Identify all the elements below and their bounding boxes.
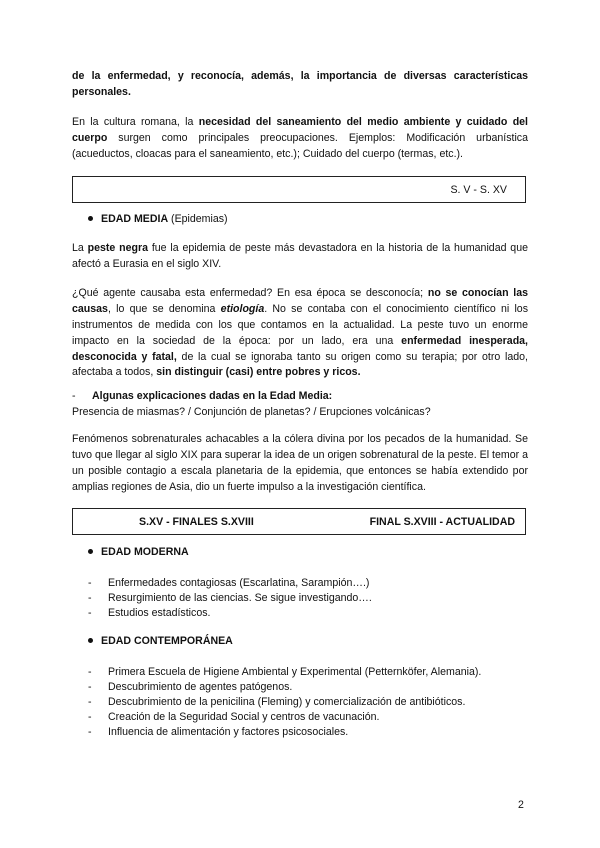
bullet-icon <box>88 549 93 554</box>
item-text: Creación de la Seguridad Social y centros de vacunación. <box>108 711 380 723</box>
list-item <box>88 725 528 740</box>
list-edad-moderna <box>88 576 528 621</box>
section-heading-edad-moderna <box>88 545 189 561</box>
dash: - <box>88 711 92 723</box>
list-item <box>88 606 528 621</box>
heading-title: EDAD CONTEMPORÁNEA <box>101 635 233 647</box>
text: , lo que se denomina <box>107 302 221 315</box>
text: En la cultura romana, la <box>72 116 199 128</box>
item-text: Primera Escuela de Higiene Ambiental y Experimental (Petternköfer, Alemania). <box>108 666 482 678</box>
dash: - <box>88 592 92 604</box>
bold-text: peste negra <box>87 242 148 254</box>
item-text: Resurgimiento de las ciencias. Se sigue investigando…. <box>108 592 372 604</box>
text: Fenómenos sobrenaturales achacables a la cólera divina por los pecados de la humanidad. Se tuvo que llegar al siglo XIX para superar la idea de un origen sobrenatural de la peste. El temor a un posible contagio a escala planetaria de la epidemia, que entonces se había extendido por amplias regiones de Asia, dio un fuerte impulso a la investigación científica. <box>72 433 528 493</box>
list-item <box>88 680 528 695</box>
list-item <box>88 576 528 591</box>
dash: - <box>72 390 76 402</box>
dash: - <box>88 681 92 693</box>
item-text: Estudios estadísticos. <box>108 607 211 619</box>
paragraph-rome <box>72 115 528 163</box>
page-number: 2 <box>518 799 524 811</box>
dash: - <box>88 666 92 678</box>
list-edad-contemporanea <box>88 665 528 740</box>
paragraph-agente <box>72 286 528 381</box>
dash: - <box>88 607 92 619</box>
period-label-left: S.XV - FINALES S.XVIII <box>139 516 254 528</box>
item-text: Descubrimiento de la penicilina (Fleming) y comercialización de antibióticos. <box>108 696 466 708</box>
section-heading-edad-media <box>88 212 228 228</box>
paragraph-peste-negra <box>72 241 528 273</box>
period-box-2 <box>72 508 526 535</box>
text: surgen como principales preocupaciones. Ejemplos: Modificación urbanística (acueductos, cloacas para el saneamiento, etc.); Cuidado del cuerpo (termas, etc.). <box>72 131 528 160</box>
text: ¿Qué agente causaba esta enfermedad? En esa época se desconocía; <box>72 287 428 299</box>
paragraph-fenomenos <box>72 432 528 496</box>
list-item <box>88 695 528 710</box>
bold-italic-text: etiología <box>220 302 265 315</box>
item-text: Descubrimiento de agentes patógenos. <box>108 681 293 693</box>
bullet-icon <box>88 638 93 643</box>
dash: - <box>88 726 92 738</box>
text: La <box>72 242 88 254</box>
subheading: Algunas explicaciones dadas en la Edad Media: <box>92 390 333 402</box>
bold-text: enfermedad inesperada, desconocida y fatal, <box>72 334 528 363</box>
bold-text: necesidad del saneamiento del medio ambiente y cuidado del cuerpo <box>72 116 528 144</box>
list-item <box>88 591 528 606</box>
item-text: Influencia de alimentación y factores psicosociales. <box>108 726 349 738</box>
dash: - <box>88 577 92 589</box>
text: fue la epidemia de peste más devastadora en la historia de la humanidad que afectó a Eurasia en el siglo XIV. <box>72 242 528 270</box>
text: de la cual se ignoraba tanto su origen como su terapia; por otro lado, afectaba a todos, <box>72 350 528 379</box>
heading-subtitle: (Epidemias) <box>168 213 228 225</box>
bullet-icon <box>88 216 93 221</box>
section-heading-edad-contemporanea <box>88 634 233 650</box>
dash: - <box>88 696 92 708</box>
period-label-right: FINAL S.XVIII - ACTUALIDAD <box>369 516 515 528</box>
period-label: S. V - S. XV <box>450 184 507 196</box>
bold-text: no se conocían las causas <box>72 287 528 315</box>
paragraph-explicaciones <box>72 389 528 421</box>
list-item <box>88 710 528 725</box>
heading-title: EDAD MEDIA <box>101 213 169 225</box>
item-text: Enfermedades contagiosas (Escarlatina, Sarampión….) <box>108 577 370 589</box>
period-box-1 <box>72 176 526 203</box>
text: Presencia de miasmas? / Conjunción de planetas? / Erupciones volcánicas? <box>72 405 431 418</box>
heading-title: EDAD MODERNA <box>101 546 189 558</box>
list-item <box>88 665 528 680</box>
paragraph-intro <box>72 69 528 101</box>
intro-bold: de la enfermedad, y reconocía, además, la importancia de diversas características personales. <box>72 70 528 98</box>
bold-text: sin distinguir (casi) entre pobres y ricos. <box>156 366 361 379</box>
text: . No se contaba con el conocimiento científico ni los instrumentos de medida con los que contamos en la actualidad. La peste tuvo un enorme impacto en la sociedad de la época: por un lado, era una <box>72 302 528 347</box>
